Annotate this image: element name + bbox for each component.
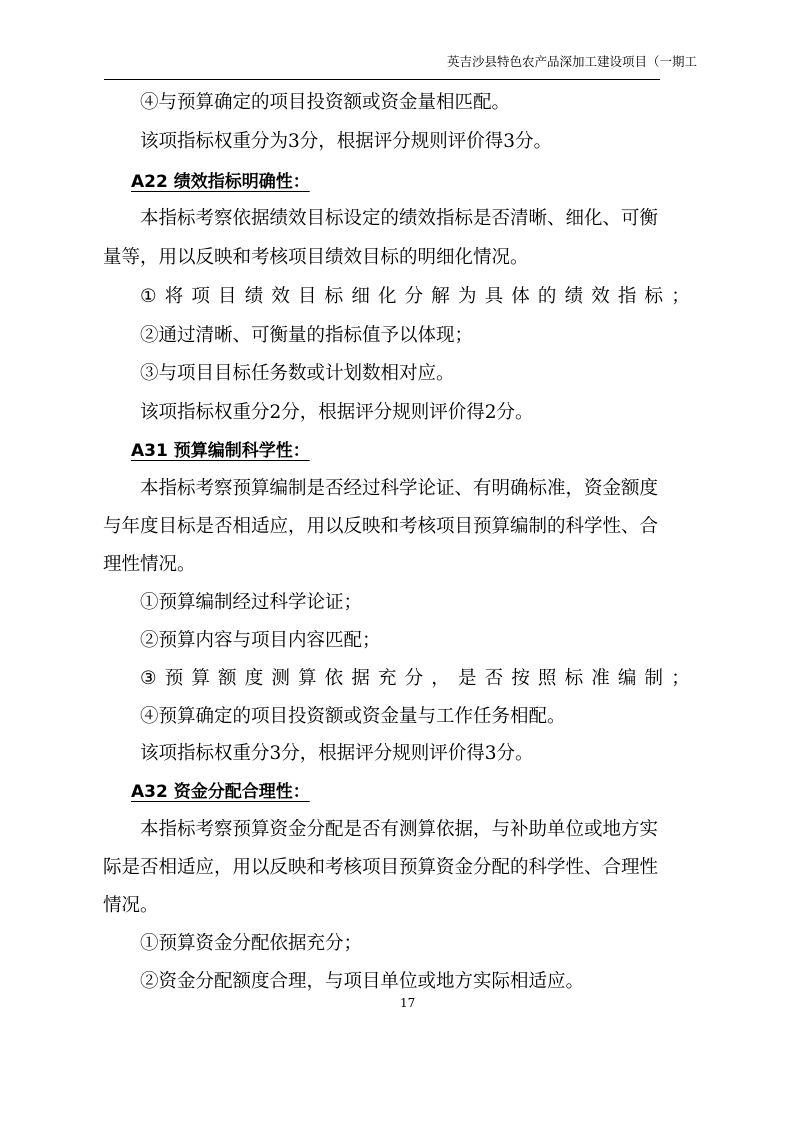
a31-score: 该项指标权重分3分，根据评分规则评价得3分。 [140, 743, 534, 764]
a22-item-3: ③与项目目标任务数或计划数相对应。 [140, 363, 455, 384]
a31-heading: A31 预算编制科学性： [131, 441, 310, 461]
a32-desc-line-2: 际是否相适应，用以反映和考核项目预算资金分配的科学性、合理性 [103, 857, 659, 878]
a21-score: 该项指标权重分为3分，根据评分规则评价得3分。 [140, 131, 553, 152]
a22-desc-line-2: 量等，用以反映和考核项目绩效目标的明细化情况。 [103, 247, 529, 268]
a32-heading: A32 资金分配合理性： [131, 782, 310, 802]
a31-item-1: ①预算编制经过科学论证； [140, 592, 363, 613]
a22-score: 该项指标权重分2分，根据评分规则评价得2分。 [140, 402, 534, 423]
a21-item-4: ④与预算确定的项目投资额或资金量相匹配。 [140, 92, 511, 113]
a31-desc-line-2: 与年度目标是否相适应，用以反映和考核项目预算编制的科学性、合 [103, 516, 659, 537]
a32-desc-line-1: 本指标考察预算资金分配是否有测算依据，与补助单位或地方实 [140, 819, 659, 840]
a22-item-2: ②通过清晰、可衡量的指标值予以体现； [140, 325, 474, 346]
a31-desc-line-1: 本指标考察预算编制是否经过科学论证、有明确标准，资金额度 [140, 478, 659, 499]
running-header: 英吉沙县特色农产品深加工建设项目（一期工 [446, 54, 697, 69]
a31-desc-line-3: 理性情况。 [103, 554, 196, 575]
a31-item-3: ③ 预 算 额 度 测 算 依 据 充 分 ， 是 否 按 照 标 准 编 制 ； [140, 668, 690, 689]
a22-item-1: ① 将 项 目 绩 效 目 标 细 化 分 解 为 具 体 的 绩 效 指 标 ； [140, 286, 690, 307]
page-number: 17 [400, 996, 416, 1010]
a22-desc-line-1: 本指标考察依据绩效目标设定的绩效指标是否清晰、细化、可衡 [140, 208, 659, 229]
a22-heading: A22 绩效指标明确性： [131, 172, 310, 192]
a32-desc-line-3: 情况。 [103, 895, 159, 916]
a31-item-4: ④预算确定的项目投资额或资金量与工作任务相配。 [140, 706, 566, 727]
a32-item-2: ②资金分配额度合理，与项目单位或地方实际相适应。 [140, 971, 585, 992]
a31-item-2: ②预算内容与项目内容匹配； [140, 630, 381, 651]
a32-item-1: ①预算资金分配依据充分； [140, 933, 363, 954]
